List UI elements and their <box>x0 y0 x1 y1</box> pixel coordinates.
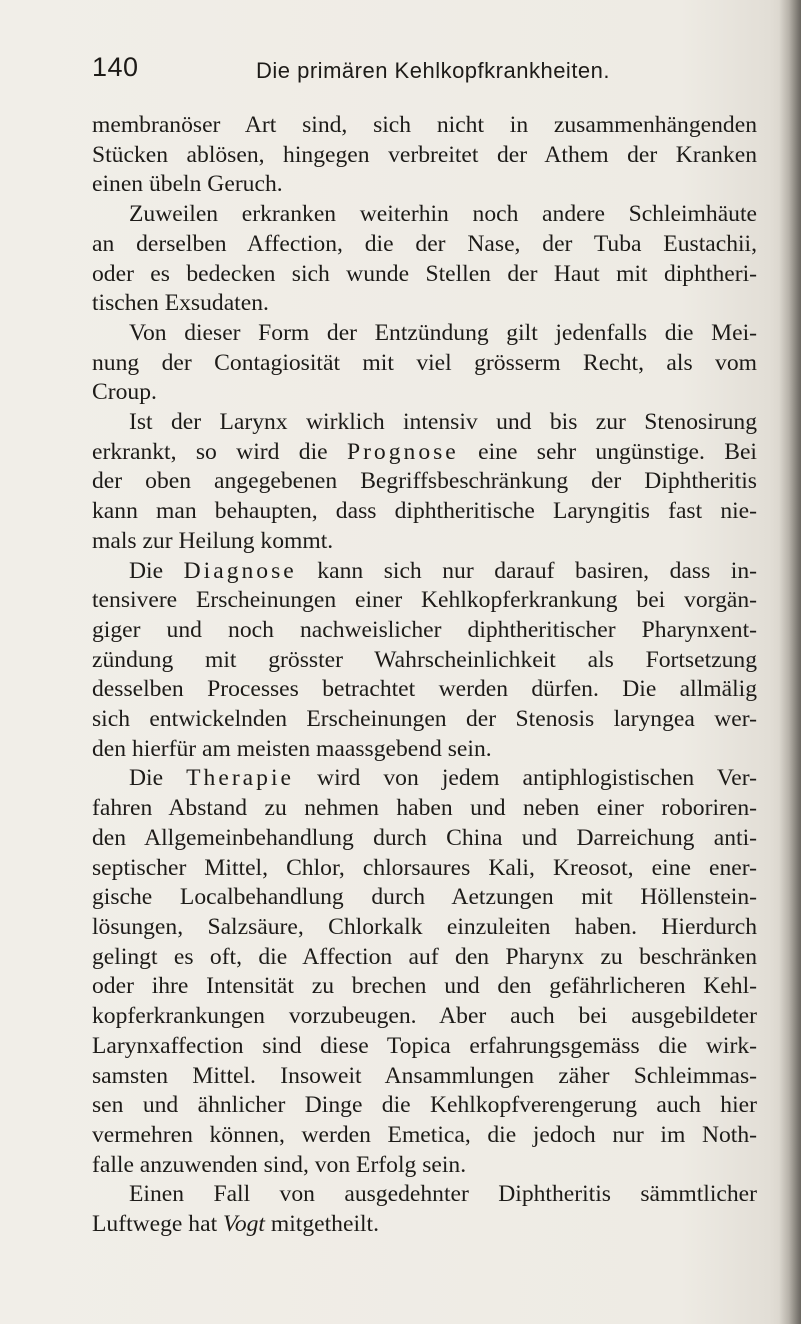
text-line: an derselben Affection, die der Nase, der Tuba Eustachii, <box>92 230 757 257</box>
text-line: Einen Fall von ausgedehnter Diphtheritis sämmtlicher <box>129 1181 757 1208</box>
text-line: zündung mit grösster Wahrscheinlichkeit als Fortsetzung <box>92 646 757 673</box>
text-line: Zuweilen erkranken weiterhin noch andere Schleimhäute <box>129 201 757 228</box>
paragraph-therapie <box>92 764 757 1180</box>
text-run: mitgetheilt. <box>264 1211 380 1238</box>
text-line: lösungen, Salzsäure, Chlorkalk einzuleiten haben. Hierdurch <box>92 913 757 940</box>
text-line: der oben angegebenen Begriffsbeschränkung der Diphtheritis <box>92 468 757 495</box>
text-line: Stücken ablösen, hingegen verbreitet der Athem der Kranken <box>92 141 757 168</box>
text-line: den hierfür am meisten maassgebend sein. <box>92 735 492 762</box>
paragraph-3 <box>92 319 757 408</box>
text-line: desselben Processes betrachtet werden dürfen. Die allmälig <box>92 676 757 703</box>
author-name: Vogt <box>223 1211 265 1238</box>
paragraph-2 <box>92 200 757 319</box>
text-line: Larynxaffection sind diese Topica erfahrungsgemäss die wirk- <box>92 1032 757 1059</box>
text-run: wird von jedem antiphlogistischen Ver- <box>293 765 757 792</box>
text-line: membranöser Art sind, sich nicht in zusammenhängenden <box>92 112 757 138</box>
paragraph-1 <box>92 111 757 200</box>
paragraph-7 <box>92 1180 757 1239</box>
keyword-prognose: Prognose <box>346 438 459 465</box>
text-line: oder ihre Intensität zu brechen und den gefährlicheren Kehl- <box>92 973 757 1000</box>
text-line: fahren Abstand zu nehmen haben und neben einer roboriren- <box>92 795 757 822</box>
page-edge-shadow <box>779 0 801 1324</box>
text-line: mals zur Heilung kommt. <box>92 527 334 554</box>
running-title: Die primären Kehlkopfkrankheiten. <box>256 58 611 83</box>
paragraph-diagnose <box>92 557 757 765</box>
text-line: gelingt es oft, die Affection auf den Pharynx zu beschränken <box>92 943 757 970</box>
text-line: tischen Exsudaten. <box>92 290 269 317</box>
text-run: eine sehr ungünstige. Bei <box>458 438 757 465</box>
keyword-diagnose: Diagnose <box>183 557 297 584</box>
text-line: kopferkrankungen vorzubeugen. Aber auch bei ausgebildeter <box>92 1003 757 1030</box>
text-line: nung der Contagiosität mit viel grösserm Recht, als vom <box>92 349 757 376</box>
text-line: septischer Mittel, Chlor, chlorsaures Kali, Kreosot, eine ener- <box>92 854 757 881</box>
text-run: Die <box>129 557 184 584</box>
body-text <box>92 111 757 1240</box>
text-line <box>92 557 757 587</box>
text-run: Luftwege hat <box>92 1211 224 1238</box>
text-line: gische Localbehandlung durch Aetzungen mit Höllenstein- <box>92 884 757 911</box>
text-line: samsten Mittel. Insoweit Ansammlungen zäher Schleimmas- <box>92 1062 757 1089</box>
text-line: Croup. <box>92 379 157 406</box>
text-line: sich entwickelnden Erscheinungen der Stenosis laryngea wer- <box>92 706 757 733</box>
paragraph-prognose <box>92 408 757 557</box>
text-line <box>92 438 757 468</box>
keyword-therapie: Therapie <box>186 765 294 792</box>
text-line: sen und ähnlicher Dinge die Kehlkopfverengerung auch hier <box>92 1092 757 1119</box>
page-number: 140 <box>92 52 139 82</box>
text-line: falle anzuwenden sind, von Erfolg sein. <box>92 1151 467 1178</box>
text-line: tensivere Erscheinungen einer Kehlkopferkrankung bei vorgän- <box>92 587 757 614</box>
text-line: einen übeln Geruch. <box>92 171 283 198</box>
running-head <box>92 52 752 92</box>
text-line: kann man behaupten, dass diphtheritische Laryngitis fast nie- <box>92 498 757 525</box>
text-line <box>92 764 757 794</box>
text-line: vermehren können, werden Emetica, die jedoch nur im Noth- <box>92 1121 757 1148</box>
text-run: Die <box>129 765 187 792</box>
text-line: giger und noch nachweislicher diphtheritischer Pharynxent- <box>92 616 757 643</box>
text-line: Von dieser Form der Entzündung gilt jedenfalls die Mei- <box>129 319 757 346</box>
text-line: oder es bedecken sich wunde Stellen der Haut mit diphtheri- <box>92 260 757 287</box>
text-line: Ist der Larynx wirklich intensiv und bis zur Stenosirung <box>129 409 757 436</box>
text-line: den Allgemeinbehandlung durch China und Darreichung anti- <box>92 824 757 851</box>
text-run: kann sich nur darauf basiren, dass in- <box>296 557 758 584</box>
text-run: erkrankt, so wird die <box>92 438 347 465</box>
text-line <box>92 1210 757 1240</box>
